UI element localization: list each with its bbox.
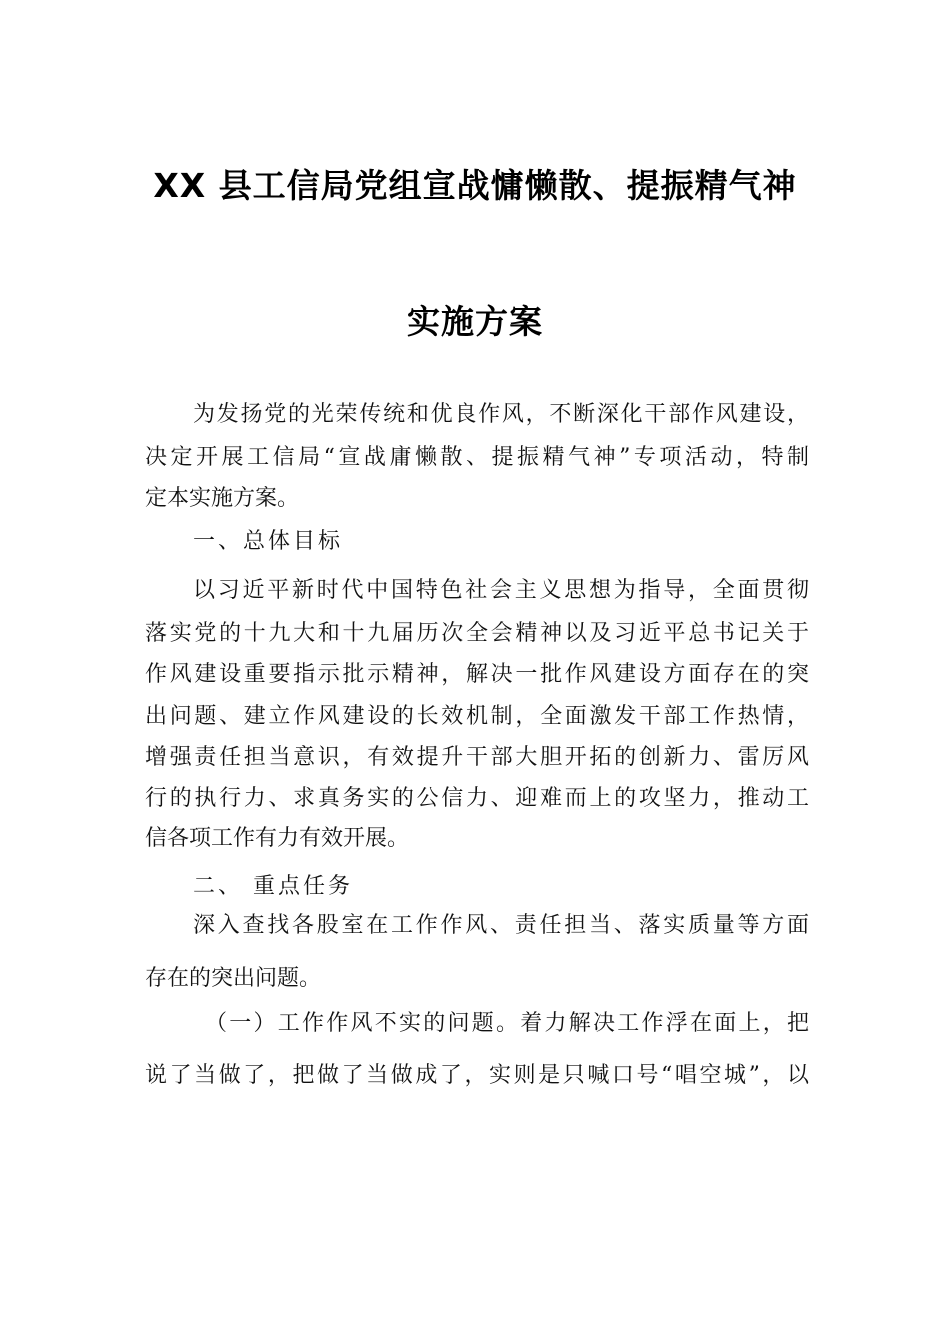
paragraph-line: 为发扬党的光荣传统和优良作风，不断深化干部作风建设， bbox=[193, 402, 809, 427]
paragraph-line: 行的执行力、求真务实的公信力、迎难而上的攻坚力，推动工 bbox=[145, 786, 809, 811]
paragraph-line: 信各项工作有力有效开展。 bbox=[145, 826, 410, 851]
paragraph-line: （一）工作作风不实的问题。着力解决工作浮在面上，把 bbox=[205, 1011, 809, 1036]
document-title-line-2: 实施方案 bbox=[407, 302, 543, 341]
paragraph-line: 以习近平新时代中国特色社会主义思想为指导，全面贯彻 bbox=[193, 578, 809, 603]
paragraph-line: 作风建设重要指示批示精神，解决一批作风建设方面存在的突 bbox=[145, 662, 809, 687]
paragraph-line: 决定开展工信局“宣战庸懒散、提振精气神”专项活动，特制 bbox=[145, 445, 809, 470]
document-title-line-1: XX 县工信局党组宣战慵懒散、提振精气神 bbox=[153, 166, 797, 205]
paragraph-line: 增强责任担当意识，有效提升干部大胆开拓的创新力、雷厉风 bbox=[145, 745, 809, 770]
paragraph-line: 落实党的十九大和十九届历次全会精神以及习近平总书记关于 bbox=[145, 621, 809, 646]
paragraph-line: 深入查找各股室在工作作风、责任担当、落实质量等方面 bbox=[193, 913, 809, 938]
paragraph-line: 说了当做了，把做了当做成了，实则是只喊口号“唱空城”，以 bbox=[145, 1063, 809, 1088]
paragraph-line: 存在的突出问题。 bbox=[145, 966, 322, 991]
section-heading: 一、总体目标 bbox=[193, 529, 344, 554]
paragraph-line: 定本实施方案。 bbox=[145, 486, 300, 511]
section-heading: 二、 重点任务 bbox=[193, 874, 353, 899]
paragraph-line: 出问题、建立作风建设的长效机制，全面激发干部工作热情， bbox=[145, 704, 809, 729]
